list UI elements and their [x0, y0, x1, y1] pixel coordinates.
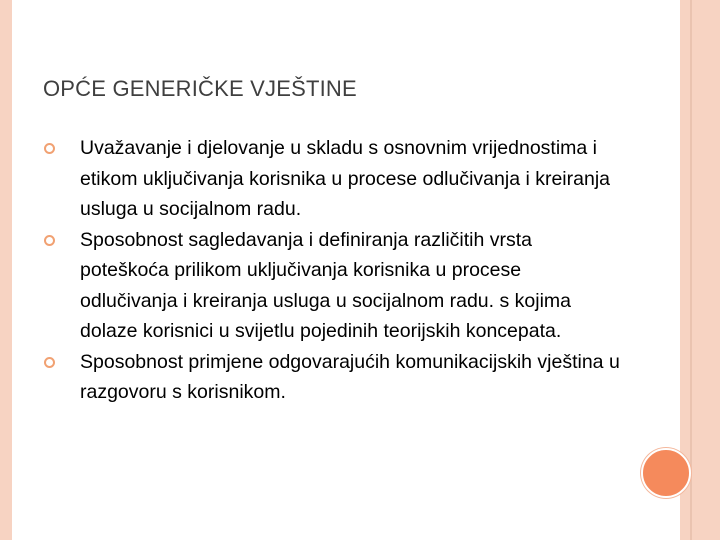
- bullet-text-1: Uvažavanje i djelovanje u skladu s osnovnim vrijednostima i etikom uključivanja korisnika u procese odlučivanja i kreiranja usluga u socijalnom radu.: [80, 137, 611, 220]
- bullet-text-3: Sposobnost primjene odgovarajućih komunikacijskih vještina u razgovoru s korisnikom.: [80, 350, 620, 403]
- bullet-item-1: [43, 133, 623, 225]
- hollow-circle-icon: [43, 234, 56, 247]
- orange-circle-decoration: [641, 448, 691, 498]
- bullet-list: [43, 133, 623, 408]
- hollow-circle-icon: [43, 142, 56, 155]
- bullet-text-2: Sposobnost sagledavanja i definiranja različitih vrsta poteškoća prilikom uključivanja korisnika u procese odlučivanja i kreiranja usluga u socijalnom radu. s kojima dolaze korisnici u svijetlu pojedinih teorijskih koncepata.: [80, 228, 571, 342]
- slide-title: OPĆE GENERIČKE VJEŠTINE: [43, 76, 357, 101]
- right-border-rule: [690, 0, 692, 540]
- bullet-item-2: [43, 225, 623, 347]
- bullet-item-3: [43, 347, 623, 408]
- hollow-circle-icon: [43, 356, 56, 369]
